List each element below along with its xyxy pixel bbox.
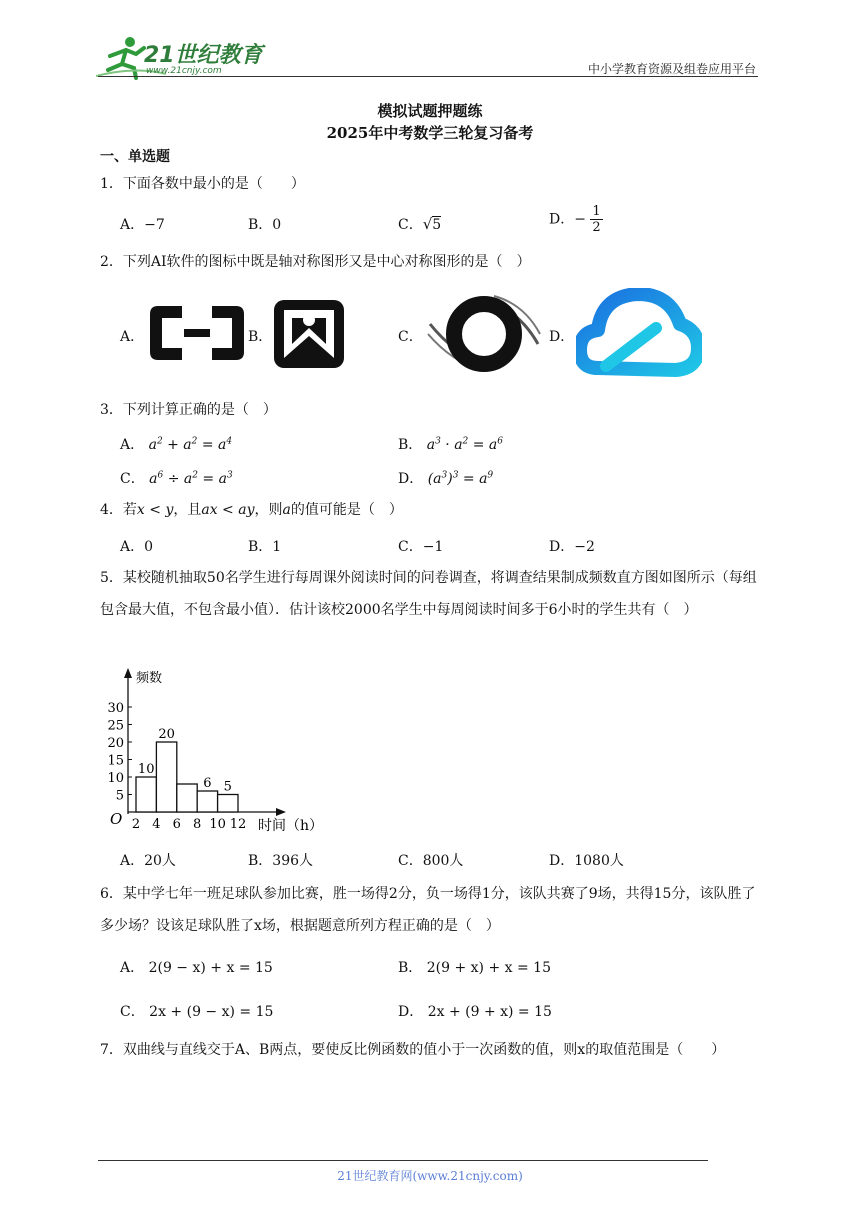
q3-option-d (398, 468, 493, 488)
question-4-stem (100, 494, 765, 526)
q6-option-b-label: B． (398, 960, 423, 976)
q3-option-c-label: C． (120, 471, 145, 487)
q3-option-c-expr: $a^6 \div a^2 = a^3$ (149, 470, 233, 487)
fraction-denominator: 2 (592, 220, 601, 235)
q1-option-b: B．0 (248, 217, 282, 233)
y-axis-label: 频数 (136, 671, 163, 686)
q3-option-a (120, 434, 232, 454)
bar-data-label: 6 (203, 776, 212, 791)
q4-stem-part: 的值可能是（ ） (290, 502, 403, 518)
y-tick-label: 10 (107, 771, 124, 786)
q4-option-a: A．0 (120, 539, 154, 555)
question-6-stem: 6．某中学七年一班足球队参加比赛，胜一场得2分，负一场得1分，该队共赛了9场，共得15分，该队胜了多少场？设该足球队胜了x场，根据题意所列方程正确的是（ ） (100, 886, 756, 934)
q1-option-c-label: C． (398, 217, 423, 233)
aliyun-logo-icon (146, 302, 248, 364)
x-axis-label: 时间（h） (258, 818, 324, 834)
title-line1: 模拟试题押题练 (377, 102, 483, 120)
y-tick-label: 20 (107, 736, 124, 751)
fraction-numerator: 1 (592, 204, 601, 219)
tencent-cloud-icon (576, 288, 702, 378)
portrait-app-icon (274, 300, 344, 368)
x-axis-arrow (276, 808, 286, 816)
histogram-bar (218, 795, 238, 813)
question-5-stem: 5．某校随机抽取50名学生进行每周课外阅读时间的问卷调查，将调查结果制成频数直方图如图所示（每组包含最大值，不包含最小值）．估计该校2000名学生中每周阅读时间多于6小时的学生共有（ ） (100, 570, 757, 618)
bar-data-label: 20 (158, 727, 175, 742)
x-tick-label: 12 (229, 817, 247, 832)
bar-data-label: 5 (223, 779, 232, 795)
q5-option-d: D．1080人 (549, 853, 624, 869)
q4-stem-part: ，且 (173, 502, 202, 518)
q6-option-a (120, 957, 273, 977)
bar-data-label: 10 (137, 762, 155, 777)
x-tick-label: 6 (172, 817, 181, 832)
q3-option-a-expr: $a^2 + a^2 = a^4$ (148, 436, 233, 453)
q4-variable: a (282, 502, 291, 518)
logo-url: www.21cnjy.com (146, 66, 222, 76)
header-platform-text: 中小学教育资源及组卷应用平台 (587, 62, 756, 76)
q4-stem-part: ，则 (254, 502, 283, 518)
question-2-stem: 2．下列AI软件的图标中既是轴对称图形又是中心对称图形的是（ ） (100, 254, 531, 270)
footer-text: 21世纪教育网(www.21cnjy.com) (337, 1169, 523, 1183)
y-tick-label: 5 (115, 788, 124, 804)
histogram-chart (100, 666, 340, 838)
logo-text: 21世纪教育 (144, 43, 263, 68)
logo (96, 36, 266, 80)
q6-option-d-label: D． (398, 1004, 424, 1020)
q3-option-c (120, 468, 233, 488)
x-tick-label: 2 (131, 817, 141, 832)
x-tick-label: 8 (193, 817, 202, 832)
section-heading: 一、单选题 (100, 149, 170, 165)
q4-option-d: D．−2 (549, 539, 595, 555)
q2-option-b: B． (248, 329, 273, 345)
q6-option-c-equation: 2x + (9 − x) = 15 (149, 1004, 274, 1020)
question-1-stem: 1．下面各数中最小的是（ ） (100, 176, 305, 192)
q6-option-d (398, 1001, 552, 1021)
histogram-bar (136, 777, 156, 812)
histogram-bar (177, 784, 197, 812)
q4-condition-1: x < y (136, 502, 174, 518)
q6-option-a-label: A． (120, 960, 145, 976)
question-7-stem: 7．双曲线与直线交于A、B两点，要使反比例函数的值小于一次函数的值，则x的取值范围是（ ） (100, 1042, 726, 1058)
q1-option-d (549, 204, 603, 235)
q6-option-c (120, 1001, 273, 1021)
swirl-ring-icon (424, 294, 544, 374)
q3-option-b-label: B． (398, 437, 423, 453)
q6-option-b-equation: 2(9 + x) + x = 15 (426, 960, 551, 976)
histogram-bar (156, 742, 176, 812)
q5-option-c: C．800人 (398, 853, 464, 869)
q4-option-c: C．−1 (398, 539, 444, 555)
q1-option-c-radicand: 5 (432, 217, 442, 233)
q2-option-d: D． (549, 329, 575, 345)
question-3-stem: 3．下列计算正确的是（ ） (100, 402, 277, 418)
q5-option-a: A．20人 (120, 853, 176, 869)
q1-option-c: C．√5 (398, 215, 442, 233)
q3-option-d-label: D． (398, 471, 424, 487)
q6-option-b (398, 957, 551, 977)
histogram-bar (197, 791, 217, 812)
q2-option-a: A． (120, 329, 145, 345)
y-tick-label: 25 (107, 718, 124, 734)
q3-option-b-expr: $a^3 \cdot a^2 = a^6$ (426, 436, 503, 453)
q1-option-d-label: D． (549, 211, 575, 228)
x-tick-label: 4 (152, 817, 161, 832)
q2-option-c: C． (398, 329, 423, 345)
title-line2: 2025年中考数学三轮复习备考 (326, 124, 534, 142)
footer-divider (98, 1160, 708, 1161)
y-tick-label: 15 (107, 753, 124, 769)
q3-option-b (398, 434, 503, 454)
y-axis-arrow (124, 668, 132, 678)
header-divider (98, 76, 758, 77)
q1-option-a: A．−7 (120, 217, 165, 233)
q1-option-d-sign: − (574, 211, 586, 228)
q6-option-a-equation: 2(9 − x) + x = 15 (148, 960, 273, 976)
y-tick-label: 30 (107, 701, 124, 716)
q3-option-a-label: A． (120, 437, 145, 453)
x-tick-label: 10 (209, 817, 226, 832)
fraction (590, 204, 602, 235)
q6-option-c-label: C． (120, 1004, 145, 1020)
q4-condition-2: ax < ay (201, 502, 255, 518)
q4-option-b: B．1 (248, 539, 282, 555)
q6-option-d-equation: 2x + (9 + x) = 15 (427, 1004, 552, 1020)
q5-option-b: B．396人 (248, 853, 314, 869)
origin-label: O (110, 810, 123, 828)
q3-option-d-expr: $(a^3)^3 = a^9$ (427, 470, 494, 487)
q4-stem-part: 4．若 (100, 502, 137, 518)
